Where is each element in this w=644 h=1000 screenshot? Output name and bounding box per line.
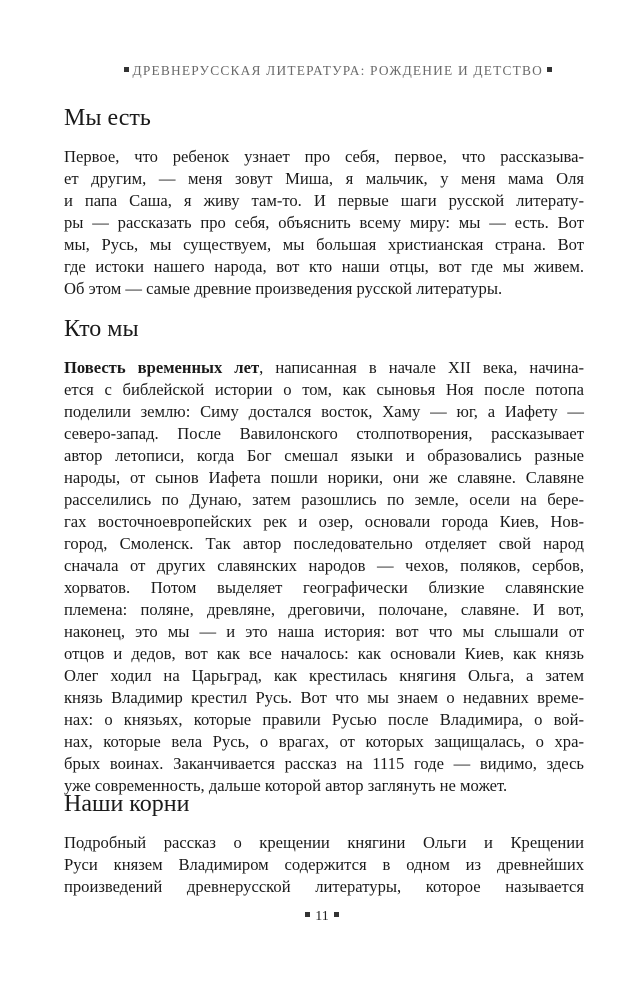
- square-bullet-icon: [547, 67, 552, 72]
- text-line: северо-запад. После Вавилонского столпотворения, рассказывает: [64, 424, 584, 443]
- text-line: народы, от сынов Иафета пошли норики, они же славяне. Славяне: [64, 468, 584, 487]
- section-heading: Кто мы: [64, 316, 139, 342]
- running-title: ДРЕВНЕРУССКАЯ ЛИТЕРАТУРА: РОЖДЕНИЕ И ДЕТСТВО: [132, 63, 543, 78]
- square-bullet-icon: [305, 912, 310, 917]
- text-line: город, Смоленск. Так автор последовательно отделяет свой народ: [64, 534, 584, 553]
- text-line: князь Владимир крестил Русь. Вот что мы знаем о недавних време-: [64, 688, 584, 707]
- running-header: [120, 63, 557, 79]
- text-line: расселились по Дунаю, затем разошлись по земле, осели на бере-: [64, 490, 584, 509]
- text-line: автор летописи, когда Бог смешал языки и образовались разные: [64, 446, 584, 465]
- text-line: мы, Русь, мы существуем, мы большая христианская страна. Вот: [64, 235, 584, 254]
- text-line: Об этом — самые древние произведения русской литературы.: [64, 279, 503, 298]
- paragraph: [64, 832, 584, 898]
- text-line: где истоки нашего народа, вот кто наши отцы, вот где мы живем.: [64, 257, 584, 276]
- square-bullet-icon: [334, 912, 339, 917]
- text-line: гах восточноевропейских рек и озер, основали города Киев, Нов-: [64, 512, 584, 531]
- text-line: и папа Саша, я живу там-то. И первые шаги русской литерату-: [64, 191, 584, 210]
- text-line: племена: поляне, древляне, дреговичи, полочане, славяне. И вот,: [64, 600, 584, 619]
- text-line: произведений древнерусской литературы, которое называется: [64, 877, 584, 896]
- text-line: Первое, что ребенок узнает про себя, первое, что рассказыва-: [64, 147, 584, 166]
- work-title: Повесть временных лет: [64, 358, 260, 377]
- text-line: поделили землю: Симу достался восток, Хаму — юг, а Иафету —: [64, 402, 584, 421]
- text-line: ет другим, — меня зовут Миша, я мальчик, у меня мама Оля: [64, 169, 584, 188]
- text-line: ры — рассказать про себя, объяснить всему миру: мы — есть. Вот: [64, 213, 584, 232]
- section-heading: Мы есть: [64, 105, 151, 131]
- section-heading: Наши корни: [64, 791, 190, 817]
- text-line: нах: о князьях, которые правили Русью после Владимира, о вой-: [64, 710, 584, 729]
- text-line: [64, 357, 584, 379]
- paragraph: [64, 146, 584, 300]
- square-bullet-icon: [124, 67, 129, 72]
- text-line: нах, которые вела Русь, о врагах, от которых защищалась, о хра-: [64, 732, 584, 751]
- page-number: [0, 909, 644, 925]
- text-line: брых воинах. Заканчивается рассказ на 1115 годе — видимо, здесь: [64, 754, 584, 773]
- page-number-text: 11: [315, 909, 329, 924]
- text-line: уже современность, дальше которой автор заглянуть не может.: [64, 776, 508, 795]
- text-line: сначала от других славянских народов — чехов, поляков, сербов,: [64, 556, 584, 575]
- text-line: наконец, это мы — и это наша история: вот что мы слышали от: [64, 622, 584, 641]
- text-line: отцов и дедов, вот как все началось: как основали Киев, как князь: [64, 644, 584, 663]
- paragraph: [64, 357, 584, 797]
- text-fragment: , написанная в начале XII века, начина-: [259, 358, 584, 377]
- text-line: Руси князем Владимиром содержится в одном из древнейших: [64, 855, 584, 874]
- text-line: ется с библейской истории о том, как сыновья Ноя после потопа: [64, 380, 584, 399]
- text-line: хорватов. Потом выделяет географически близкие славянские: [64, 578, 584, 597]
- text-line: Олег ходил на Царьград, как крестилась княгиня Ольга, а затем: [64, 666, 584, 685]
- text-line: Подробный рассказ о крещении княгини Ольги и Крещении: [64, 833, 584, 852]
